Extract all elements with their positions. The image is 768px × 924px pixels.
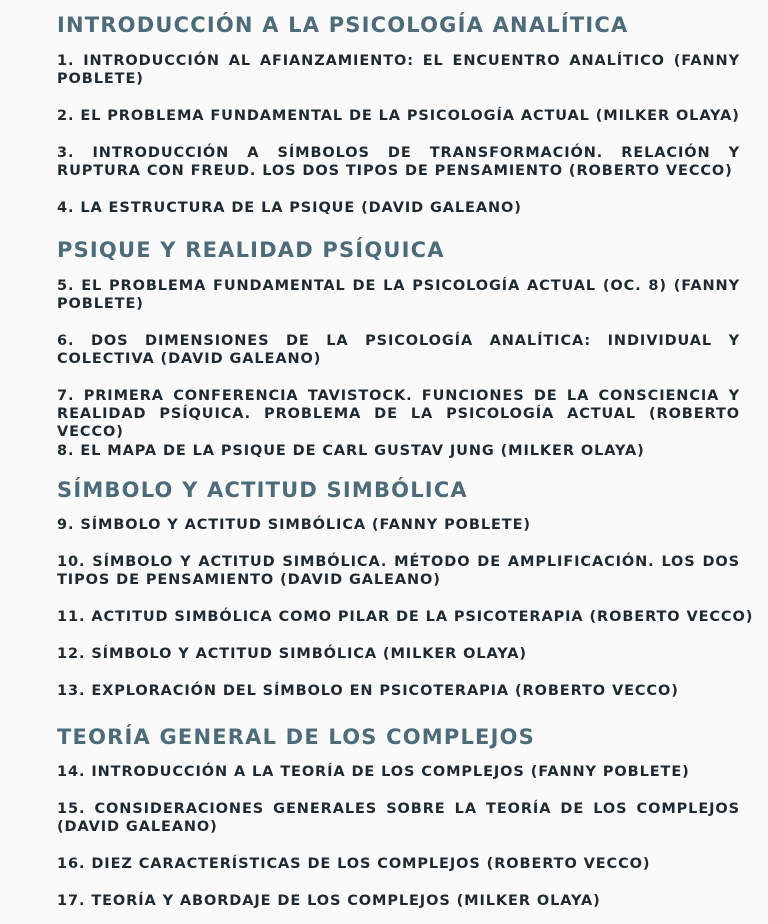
list-item: 8. EL MAPA DE LA PSIQUE DE CARL GUSTAV JUNG (MILKER OLAYA) [57, 443, 645, 459]
list-item: 10. SÍMBOLO Y ACTITUD SIMBÓLICA. MÉTODO DE AMPLIFICACIÓN. LOS DOS TIPOS DE PENSAMIENTO (DAVID GALEANO) [57, 554, 740, 588]
list-item: 11. ACTITUD SIMBÓLICA COMO PILAR DE LA PSICOTERAPIA (ROBERTO VECCO) [57, 609, 754, 625]
list-item: 12. SÍMBOLO Y ACTITUD SIMBÓLICA (MILKER OLAYA) [57, 646, 527, 662]
section-title: TEORÍA GENERAL DE LOS COMPLEJOS [57, 725, 535, 749]
list-item: 13. EXPLORACIÓN DEL SÍMBOLO EN PSICOTERAPIA (ROBERTO VECCO) [57, 683, 679, 699]
list-item: 9. SÍMBOLO Y ACTITUD SIMBÓLICA (FANNY POBLETE) [57, 517, 531, 533]
section-title: PSIQUE Y REALIDAD PSÍQUICA [57, 238, 445, 262]
section-title: INTRODUCCIÓN A LA PSICOLOGÍA ANALÍTICA [57, 13, 629, 37]
list-item: 5. EL PROBLEMA FUNDAMENTAL DE LA PSICOLOGÍA ACTUAL (OC. 8) (FANNY POBLETE) [57, 278, 740, 312]
list-item: 16. DIEZ CARACTERÍSTICAS DE LOS COMPLEJOS (ROBERTO VECCO) [57, 856, 651, 872]
list-item: 7. PRIMERA CONFERENCIA TAVISTOCK. FUNCIONES DE LA CONSCIENCIA Y REALIDAD PSÍQUICA. PROBLEMA DE LA PSICOLOGÍA ACTUAL (ROBERTO VECCO) [57, 388, 740, 440]
list-item: 6. DOS DIMENSIONES DE LA PSICOLOGÍA ANALÍTICA: INDIVIDUAL Y COLECTIVA (DAVID GALEANO) [57, 333, 740, 367]
list-item: 3. INTRODUCCIÓN A SÍMBOLOS DE TRANSFORMACIÓN. RELACIÓN Y RUPTURA CON FREUD. LOS DOS TIPOS DE PENSAMIENTO (ROBERTO VECCO) [57, 145, 740, 179]
section-title: SÍMBOLO Y ACTITUD SIMBÓLICA [57, 478, 468, 502]
list-item: 14. INTRODUCCIÓN A LA TEORÍA DE LOS COMPLEJOS (FANNY POBLETE) [57, 764, 690, 780]
list-item: 2. EL PROBLEMA FUNDAMENTAL DE LA PSICOLOGÍA ACTUAL (MILKER OLAYA) [57, 108, 740, 124]
list-item: 1. INTRODUCCIÓN AL AFIANZAMIENTO: EL ENCUENTRO ANALÍTICO (FANNY POBLETE) [57, 53, 740, 87]
list-item: 4. LA ESTRUCTURA DE LA PSIQUE (DAVID GALEANO) [57, 200, 522, 216]
list-item: 17. TEORÍA Y ABORDAJE DE LOS COMPLEJOS (MILKER OLAYA) [57, 893, 601, 909]
list-item: 15. CONSIDERACIONES GENERALES SOBRE LA TEORÍA DE LOS COMPLEJOS (DAVID GALEANO) [57, 801, 740, 835]
